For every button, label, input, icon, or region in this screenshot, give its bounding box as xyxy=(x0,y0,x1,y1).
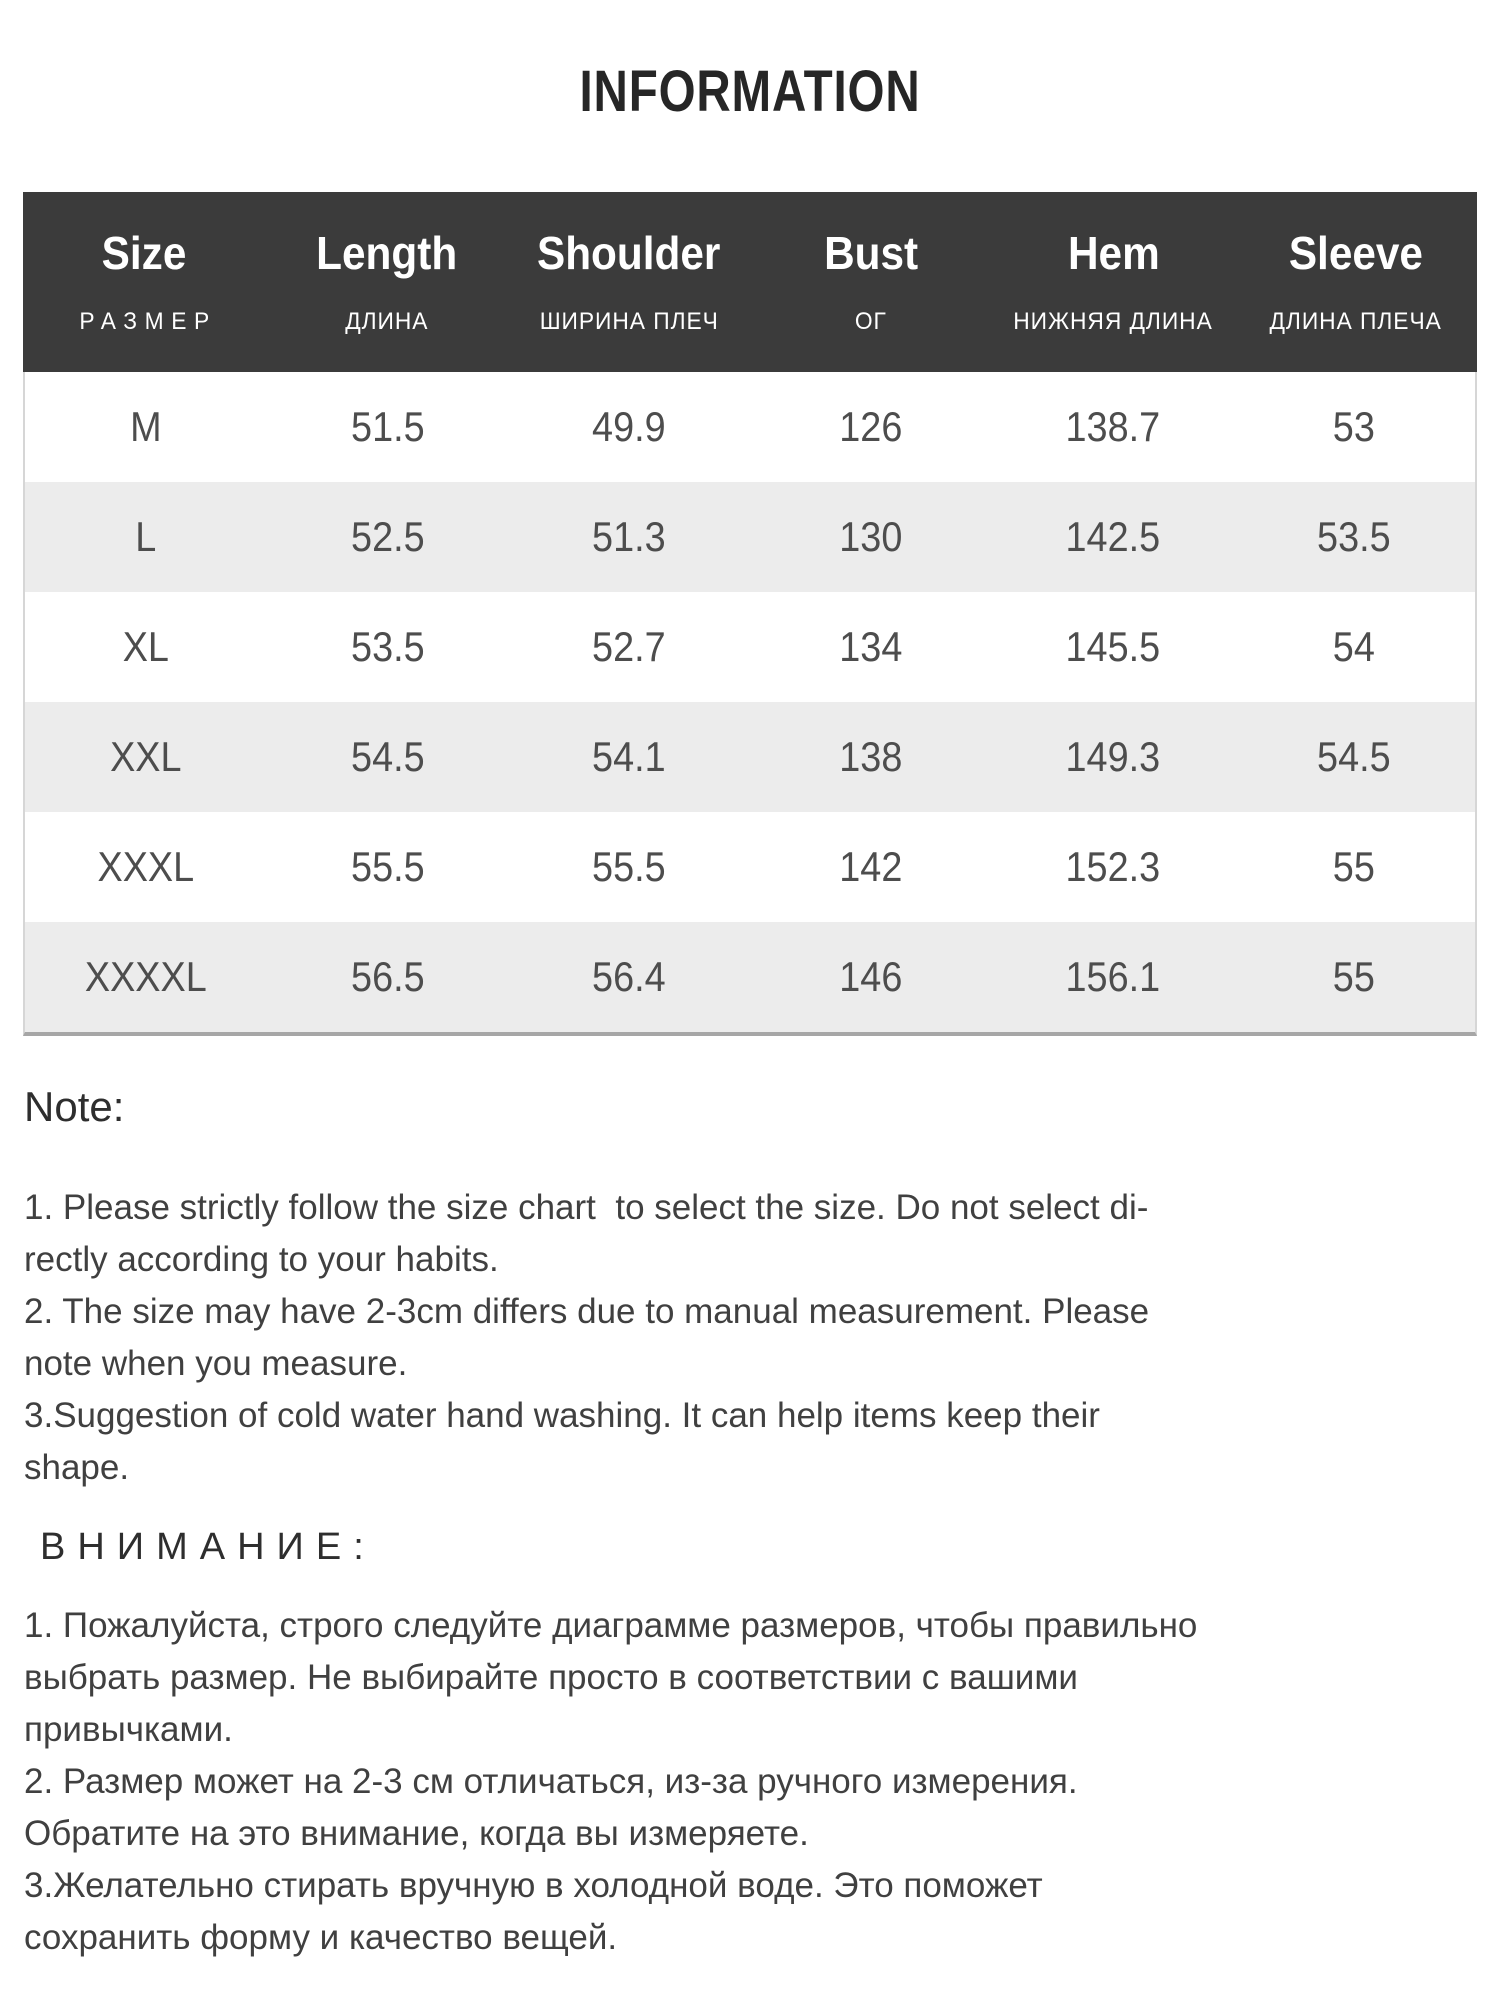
table-cell: 51.3 xyxy=(592,513,666,560)
note-lines xyxy=(24,1600,1469,1964)
table-cell: 54 xyxy=(1333,623,1376,670)
table-cell: 142.5 xyxy=(1065,513,1160,560)
table-cell: 55 xyxy=(1333,953,1376,1000)
column-header-en: Length xyxy=(315,227,458,279)
column-header-en: Bust xyxy=(824,227,919,279)
table-cell: 54.1 xyxy=(592,733,666,780)
note-line: выбрать размер. Не выбирайте просто в соответствии с вашими xyxy=(24,1658,1078,1697)
column-header-ru: ШИРИНА ПЛЕЧ xyxy=(539,308,719,335)
table-cell: 52.5 xyxy=(350,513,425,560)
note-lines xyxy=(24,1182,1469,1494)
table-cell: XXL xyxy=(110,733,182,780)
column-header-en: Hem xyxy=(1067,227,1160,279)
note-line: привычками. xyxy=(24,1710,233,1749)
column-header-hem xyxy=(992,192,1234,372)
size-table xyxy=(23,192,1477,1036)
table-cell: 49.9 xyxy=(592,403,666,450)
note-line: 3.Желательно стирать вручную в холодной воде. Это поможет xyxy=(24,1866,1043,1905)
table-row-l xyxy=(25,482,1475,592)
table-row-xl xyxy=(25,592,1475,702)
table-cell: 149.3 xyxy=(1065,733,1160,780)
table-cell: XXXXL xyxy=(84,953,207,1000)
column-header-ru: ДЛИНА xyxy=(344,308,429,335)
table-cell: 55.5 xyxy=(350,843,425,890)
table-cell: 54.5 xyxy=(350,733,425,780)
table-cell: 53.5 xyxy=(1317,513,1391,560)
table-cell: 55.5 xyxy=(592,843,666,890)
note-line: 1. Пожалуйста, строго следуйте диаграмме размеров, чтобы правильно xyxy=(24,1606,1198,1645)
column-header-en: Shoulder xyxy=(537,227,721,279)
table-cell: 134 xyxy=(839,623,903,670)
page-title: INFORMATION xyxy=(579,59,921,124)
table-header-row xyxy=(23,192,1477,372)
table-cell: 152.3 xyxy=(1065,843,1160,890)
table-cell: XXXL xyxy=(97,843,195,890)
column-header-ru: РАЗМЕР xyxy=(79,308,217,335)
table-cell: 156.1 xyxy=(1065,953,1160,1000)
note-line: Обратите на это внимание, когда вы измеряете. xyxy=(24,1814,809,1853)
table-cell: 51.5 xyxy=(350,403,425,450)
table-cell: 145.5 xyxy=(1065,623,1160,670)
note-line: rectly according to your habits. xyxy=(24,1240,499,1279)
table-cell: XL xyxy=(122,623,169,670)
table-cell: 138 xyxy=(839,733,903,780)
table-cell: 126 xyxy=(839,403,903,450)
table-cell: 53 xyxy=(1333,403,1376,450)
note-line: 2. The size may have 2-3cm differs due to manual measurement. Please xyxy=(24,1292,1150,1331)
column-header-ru: ОГ xyxy=(855,308,888,335)
table-row-xxxl xyxy=(25,812,1475,922)
column-header-ru: ДЛИНА ПЛЕЧА xyxy=(1269,308,1442,335)
column-header-ru: НИЖНЯЯ ДЛИНА xyxy=(1013,308,1214,335)
table-row-xxxxl xyxy=(25,922,1475,1032)
table-body xyxy=(23,372,1477,1036)
table-cell: 53.5 xyxy=(350,623,425,670)
note-heading: Note: xyxy=(24,1083,125,1130)
column-header-shoulder xyxy=(508,192,750,372)
column-header-en: Size xyxy=(101,227,187,279)
column-header-bust xyxy=(750,192,992,372)
note-section-russian xyxy=(24,1522,1469,1964)
column-header-length xyxy=(265,192,507,372)
table-cell: L xyxy=(135,513,157,560)
column-header-sleeve xyxy=(1235,192,1477,372)
table-cell: 56.4 xyxy=(592,953,666,1000)
note-line: 2. Размер может на 2-3 см отличаться, из-за ручного измерения. xyxy=(24,1762,1078,1801)
table-cell: 52.7 xyxy=(592,623,666,670)
table-cell: M xyxy=(130,403,162,450)
table-cell: 130 xyxy=(839,513,903,560)
note-line: 3.Suggestion of cold water hand washing. It can help items keep their xyxy=(24,1396,1100,1435)
note-line: note when you measure. xyxy=(24,1344,408,1383)
table-row-xxl xyxy=(25,702,1475,812)
note-line: сохранить форму и качество вещей. xyxy=(24,1918,618,1957)
table-cell: 55 xyxy=(1333,843,1376,890)
attention-heading: ВНИМАНИЕ: xyxy=(40,1526,376,1568)
note-line: shape. xyxy=(24,1448,130,1487)
note-section-english xyxy=(24,1082,1469,1494)
table-cell: 56.5 xyxy=(350,953,425,1000)
column-header-size xyxy=(23,192,265,372)
table-cell: 142 xyxy=(839,843,903,890)
table-row-m xyxy=(25,372,1475,482)
table-cell: 138.7 xyxy=(1065,403,1160,450)
table-cell: 146 xyxy=(839,953,903,1000)
note-line: 1. Please strictly follow the size chart to select the size. Do not select di- xyxy=(24,1188,1149,1227)
column-header-en: Sleeve xyxy=(1288,227,1423,279)
table-cell: 54.5 xyxy=(1317,733,1391,780)
